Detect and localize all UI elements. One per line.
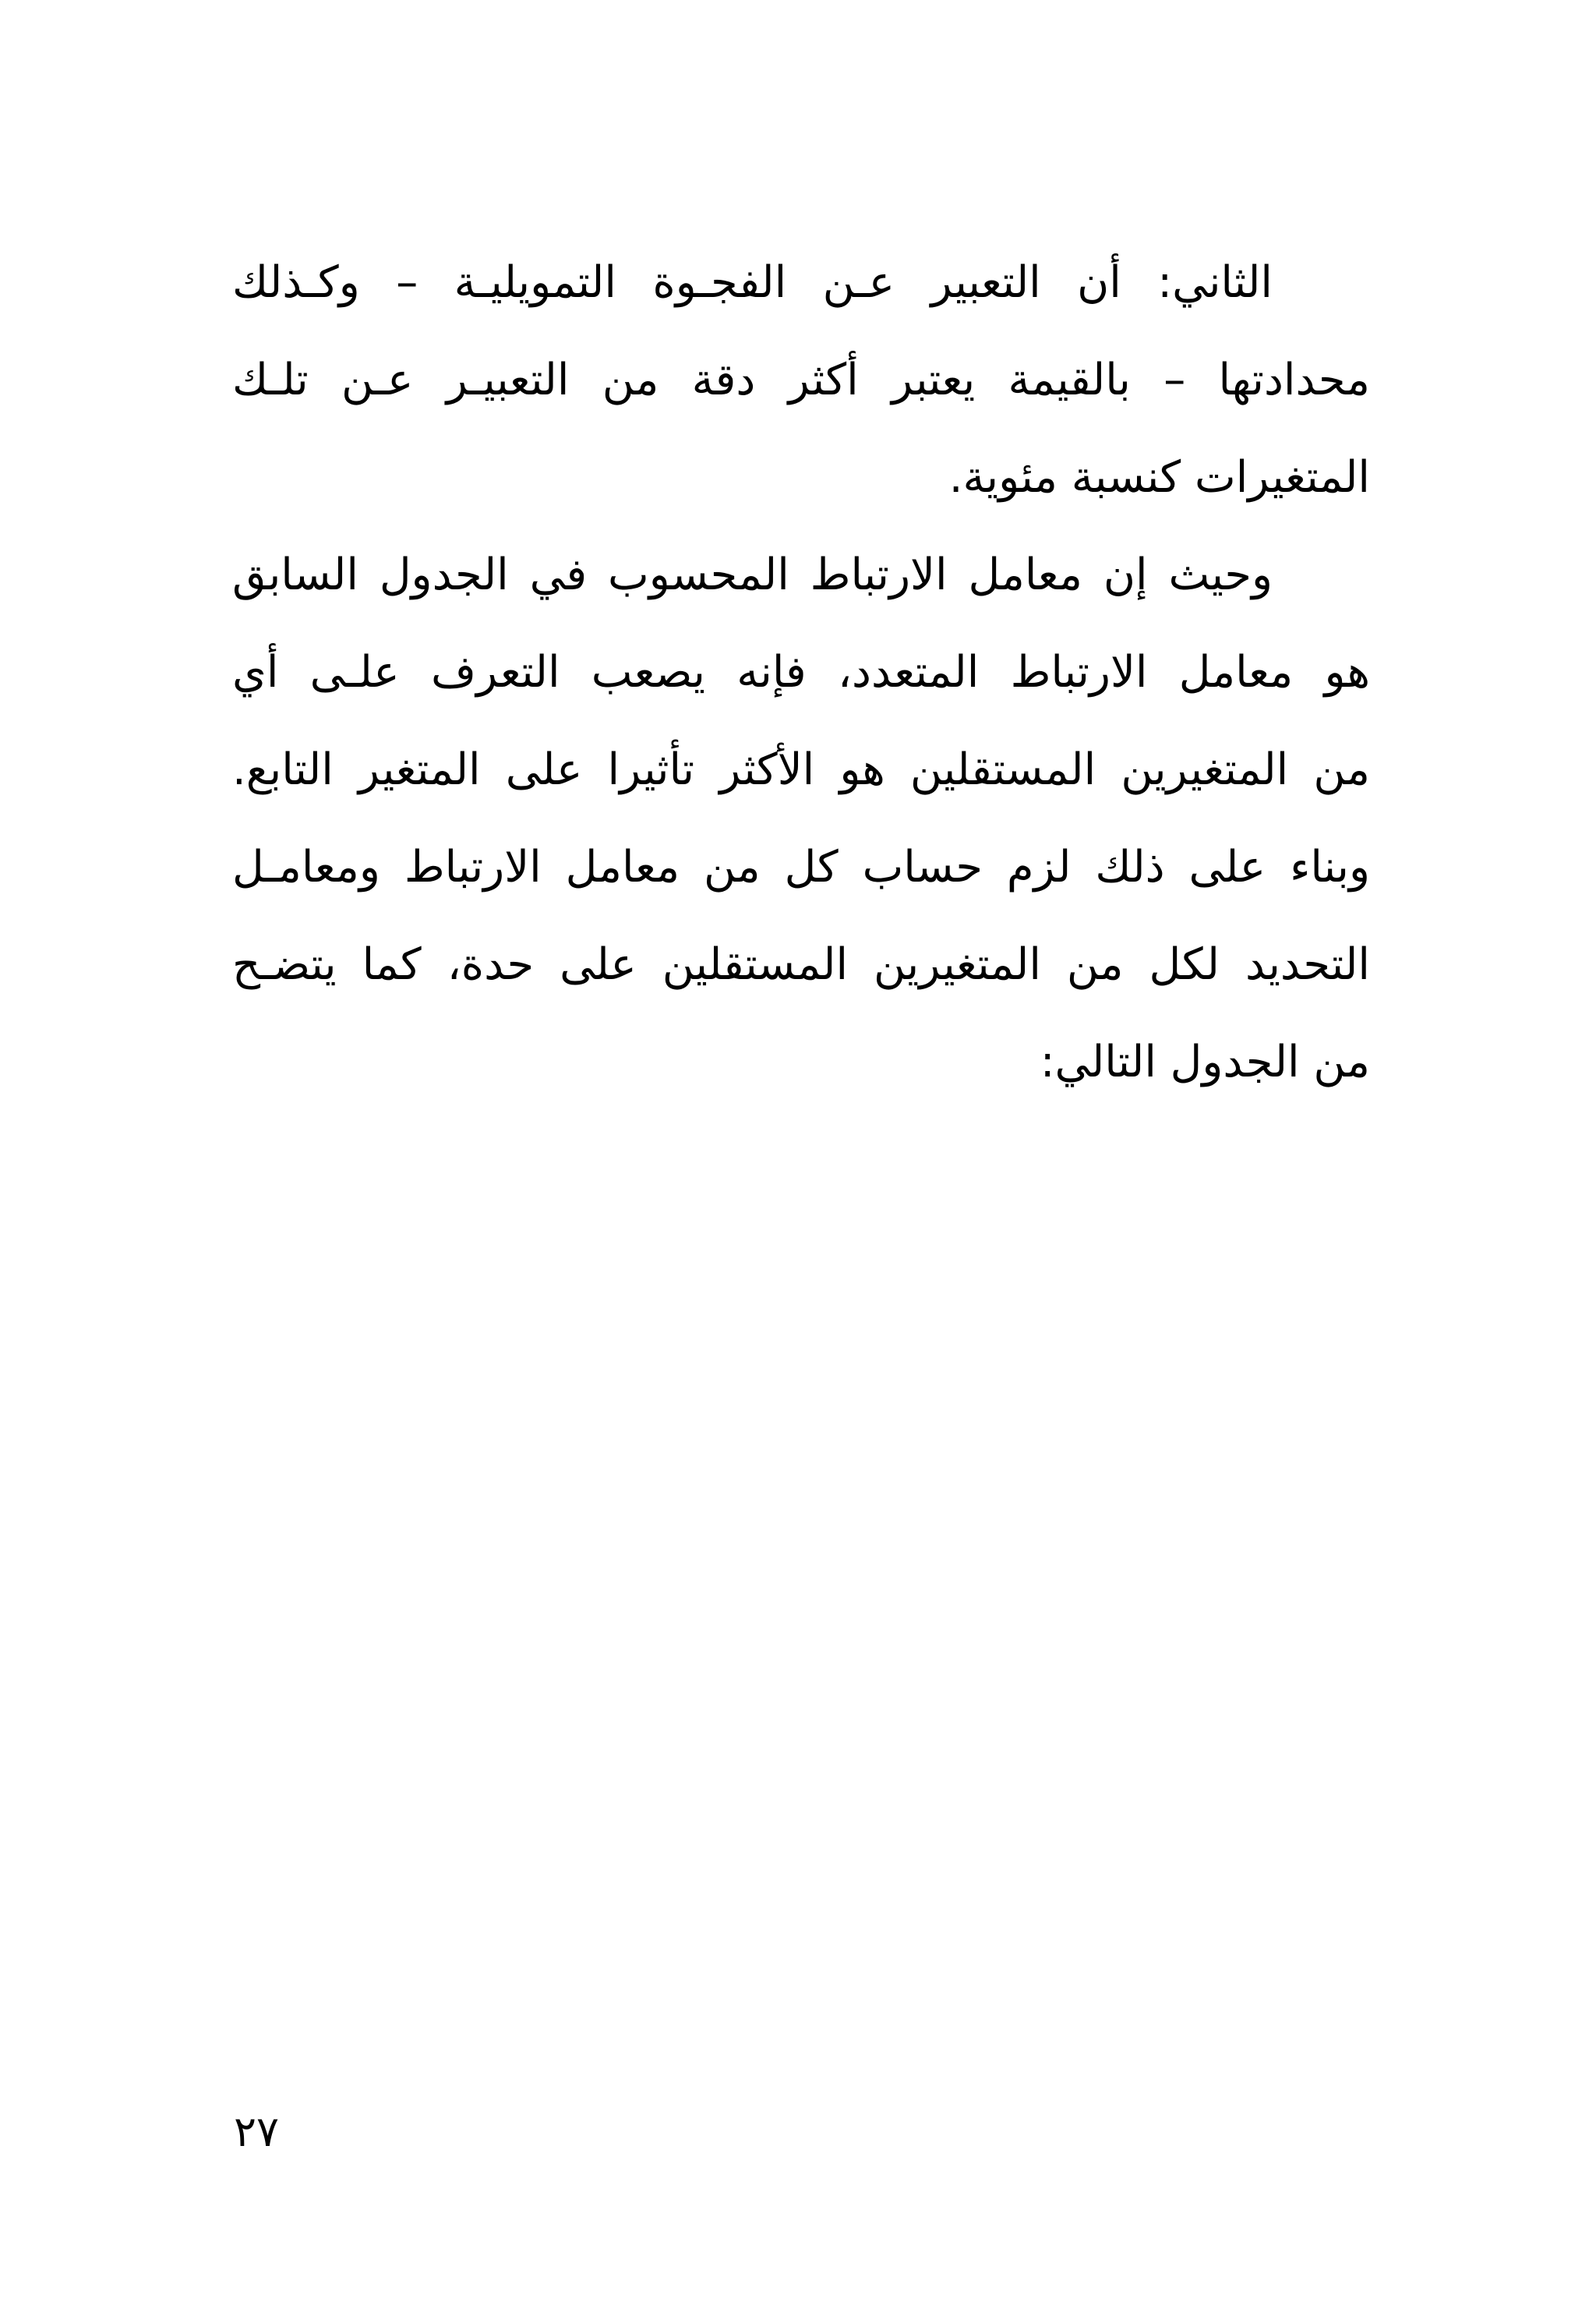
text-line: محدادتها – بالقيمة يعتبر أكثر دقة من التعبيـر عـن تلـك [232, 355, 1370, 405]
paragraph-1 [232, 234, 1370, 526]
text-line: وحيث إن معامل الارتباط المحسوب في الجدول السابق [232, 550, 1273, 600]
text-line: وبناء على ذلك لزم حساب كل من معامل الارتباط ومعامـل [232, 842, 1370, 893]
text-line: التحديد لكل من المتغيرين المستقلين على حدة، كما يتضـح [232, 939, 1370, 990]
paragraph-2 [232, 526, 1370, 1111]
text-line: الثاني: أن التعبير عـن الفجـوة التمويليـة – وكـذلك [232, 257, 1273, 308]
text-line: من المتغيرين المستقلين هو الأكثر تأثيرا على المتغير التابع. [232, 744, 1370, 795]
text-line: من الجدول التالي: [1040, 1037, 1370, 1087]
text-line: المتغيرات كنسبة مئوية. [948, 452, 1370, 503]
text-line: هو معامل الارتباط المتعدد، فإنه يصعب التعرف علـى أي [232, 647, 1370, 698]
page-number: ٢٧ [234, 2107, 280, 2156]
body-text [232, 234, 1370, 1111]
